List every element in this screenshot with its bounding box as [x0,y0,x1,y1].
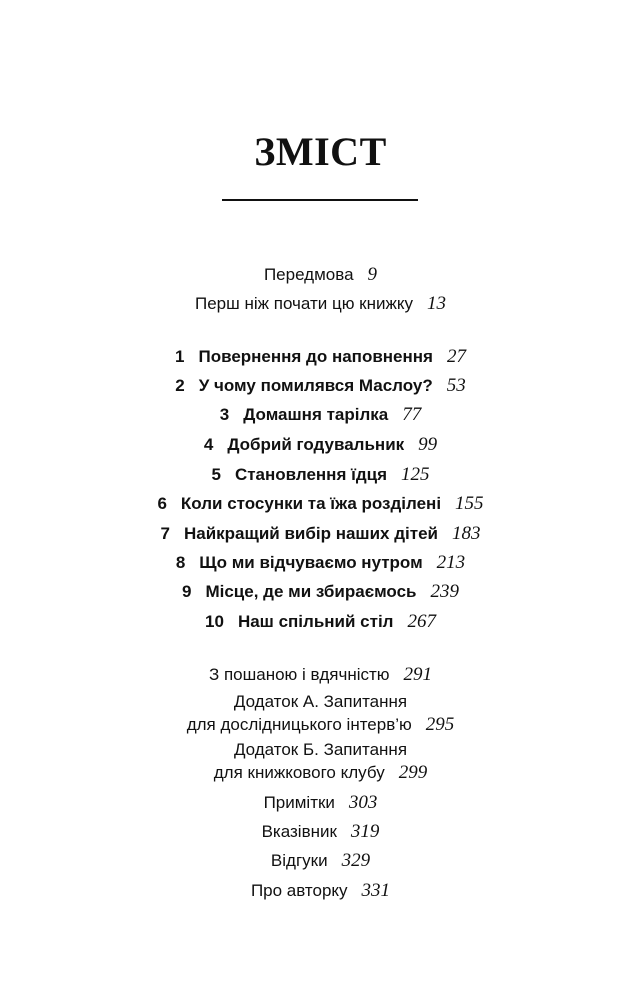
chapter-title: Найкращий вибір наших дітей [183,524,438,543]
toc-entry-appendix-a-cont[interactable] [0,714,641,736]
entry-label: для книжкового клубу [213,763,385,782]
entry-label: Додаток А. Запитання [233,692,408,711]
entry-page: 291 [403,664,433,685]
entry-label: Перш ніж почати цю книжку [194,294,413,313]
chapter-page: 125 [401,464,430,485]
chapter-title: У чому помилявся Маслоу? [198,376,433,395]
entry-page: 9 [367,264,378,285]
toc-chapter-2[interactable] [0,375,641,397]
toc-chapter-7[interactable] [0,523,641,545]
chapter-page: 99 [418,434,438,455]
title-divider [222,199,418,201]
entry-page: 329 [341,850,371,871]
toc-chapter-3[interactable] [0,404,641,426]
toc-chapter-8[interactable] [0,552,641,574]
toc-entry-reviews[interactable] [0,850,641,872]
toc-chapter-9[interactable] [0,581,641,603]
toc-chapter-1[interactable] [0,346,641,368]
entry-label: З пошаною і вдячністю [208,665,390,684]
entry-page: 299 [398,762,428,783]
chapter-title: Домашня тарілка [243,405,389,424]
toc-chapter-6[interactable] [0,493,641,515]
chapter-page: 77 [402,404,422,425]
chapter-number: 8 [175,553,186,572]
toc-entry-foreword[interactable] [0,264,641,286]
toc-chapter-4[interactable] [0,434,641,456]
chapter-title: Коли стосунки та їжа розділені [180,494,442,513]
toc-entry-acknowledgments[interactable] [0,664,641,686]
entry-page: 303 [348,792,378,813]
chapter-page: 213 [436,552,466,573]
chapter-number: 3 [219,405,230,424]
chapter-number: 2 [175,376,185,395]
chapter-page: 267 [407,611,436,632]
toc-entry-appendix-b[interactable] [0,739,641,761]
chapter-page: 239 [430,581,459,602]
chapter-title: Наш спільний стіл [237,612,394,631]
toc-entry-appendix-a[interactable] [0,691,641,713]
entry-label: Примітки [263,793,335,812]
chapter-title: Що ми відчуваємо нутром [199,553,423,572]
chapter-title: Становлення їдця [234,465,388,484]
page-title: ЗМІСТ [254,129,387,174]
toc-chapter-10[interactable] [0,611,641,633]
chapter-number: 5 [211,465,221,484]
chapter-page: 183 [451,523,481,544]
entry-label: Передмова [263,265,354,284]
entry-page: 331 [361,880,391,901]
entry-label: Відгуки [270,851,328,870]
chapter-page: 155 [455,493,484,514]
entry-label: для дослідницького інтерв’ю [186,715,412,734]
chapter-number: 9 [182,582,192,601]
chapter-page: 27 [446,346,466,367]
chapter-number: 1 [175,347,185,366]
toc-entry-before-start[interactable] [0,293,641,315]
chapter-number: 6 [157,494,167,513]
toc-chapter-5[interactable] [0,464,641,486]
toc-entry-index[interactable] [0,821,641,843]
chapter-number: 4 [203,435,214,454]
entry-label: Про авторку [250,881,348,900]
chapter-title: Місце, де ми збираємось [205,582,417,601]
entry-page: 295 [425,714,455,735]
chapter-number: 7 [160,524,170,543]
chapter-title: Повернення до наповнення [198,347,433,366]
toc-entry-notes[interactable] [0,792,641,814]
entry-page: 319 [350,821,380,842]
entry-page: 13 [427,293,446,314]
entry-label: Додаток Б. Запитання [233,740,408,759]
entry-label: Вказівник [261,822,337,841]
toc-entry-appendix-b-cont[interactable] [0,762,641,784]
chapter-title: Добрий годувальник [227,435,405,454]
chapter-page: 53 [446,375,466,396]
chapter-number: 10 [205,612,224,631]
toc-entry-about-author[interactable] [0,880,641,902]
